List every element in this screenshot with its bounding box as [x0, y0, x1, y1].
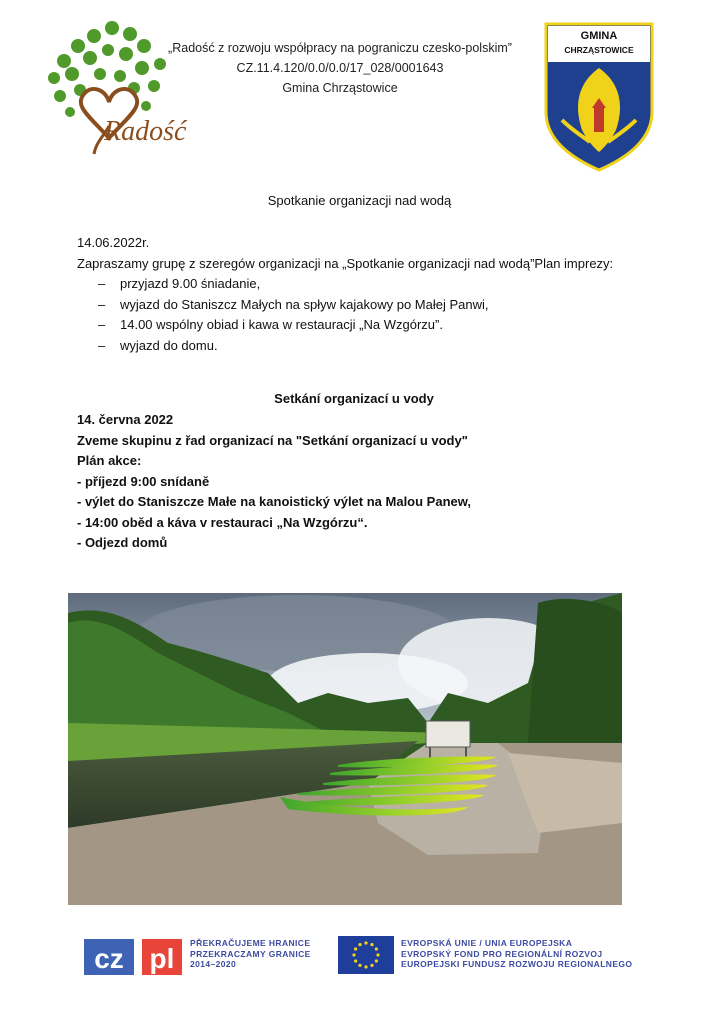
project-header — [150, 38, 530, 98]
kayaks-river-photo — [68, 593, 622, 905]
list-item: - Odjezd domů — [77, 535, 168, 550]
project-municipality: Gmina Chrząstowice — [282, 81, 398, 95]
polish-intro: Zapraszamy grupę z szeregów organizacji na „Spotkanie organizacji nad wodą”Plan imprezy: — [77, 255, 614, 271]
eu-star-icon — [354, 959, 357, 962]
gmina-crest-logo — [542, 20, 656, 172]
polish-plan-list — [77, 274, 677, 356]
czpl-logo — [84, 937, 182, 977]
eu-star-icon — [364, 941, 367, 944]
project-number: CZ.11.4.120/0.0/0.0/17_028/0001643 — [236, 61, 444, 75]
eu-fund-text: EVROPSKÁ UNIE / UNIA EUROPEJSKA EVROPSKÝ FOND PRO REGIONÁLNÍ ROZVOJ EUROPEJSKI FUNDUSZ ROZWOJU REGIONALNEGO — [401, 938, 633, 969]
polish-invitation — [77, 233, 677, 356]
czpl-cz-text: cz — [94, 943, 124, 974]
list-dash: – — [98, 296, 106, 312]
list-dash: – — [98, 337, 106, 353]
eu-star-icon — [376, 953, 379, 956]
list-item: - 14:00 oběd a káva v restauraci „Na Wzgórzu“. — [77, 514, 368, 530]
czech-intro: Zveme skupinu z řad organizací na "Setkání organizací u vody" — [77, 432, 468, 448]
czpl-program-text: PŘEKRAČUJEME HRANICE PRZEKRACZAMY GRANICE 2014–2020 — [190, 938, 311, 969]
list-item: – przyjazd 9.00 śniadanie, — [77, 274, 677, 295]
eu-star-icon — [370, 943, 373, 946]
project-title: „Radość z rozwoju współpracy na pograniczu czesko-polskim” — [168, 41, 512, 55]
tree-leaves-icon — [48, 21, 166, 117]
crest-text-gmina: GMINA — [580, 30, 618, 42]
list-dash: – — [98, 317, 106, 332]
czech-date: 14. června 2022 — [77, 412, 174, 427]
eu-star-icon — [375, 959, 378, 962]
czech-title: Setkání organizací u vody — [274, 391, 434, 406]
eu-flag-icon — [338, 936, 394, 974]
eu-star-icon — [358, 943, 361, 946]
list-item: – wyjazd do Staniszcz Małych na spływ kajakowy po Małej Panwi, — [77, 295, 677, 316]
list-dash: – — [98, 276, 106, 291]
eu-star-icon — [352, 953, 355, 956]
crest-text-name: CHRZĄSTOWICE — [564, 45, 634, 55]
logo-wordmark: Radość — [104, 116, 187, 147]
eu-star-icon — [375, 947, 378, 950]
eu-star-icon — [370, 964, 373, 967]
czech-plan-heading: Plán akce: — [77, 453, 142, 468]
polish-title: Spotkanie organizacji nad wodą — [267, 193, 452, 208]
list-item: - výlet do Staniszcze Małe na kanoistický výlet na Malou Panew, — [77, 494, 471, 509]
czech-invitation — [77, 410, 677, 554]
czpl-pl-text: pl — [149, 943, 175, 974]
list-item: – wyjazd do domu. — [77, 336, 677, 357]
eu-star-icon — [364, 965, 367, 968]
list-item: – 14.00 wspólny obiad i kawa w restauracji „Na Wzgórzu”. — [77, 315, 677, 336]
eu-star-icon — [358, 964, 361, 967]
list-item: - příjezd 9:00 snídaně — [77, 473, 210, 489]
eu-star-icon — [354, 947, 357, 950]
polish-date: 14.06.2022r. — [77, 235, 150, 250]
